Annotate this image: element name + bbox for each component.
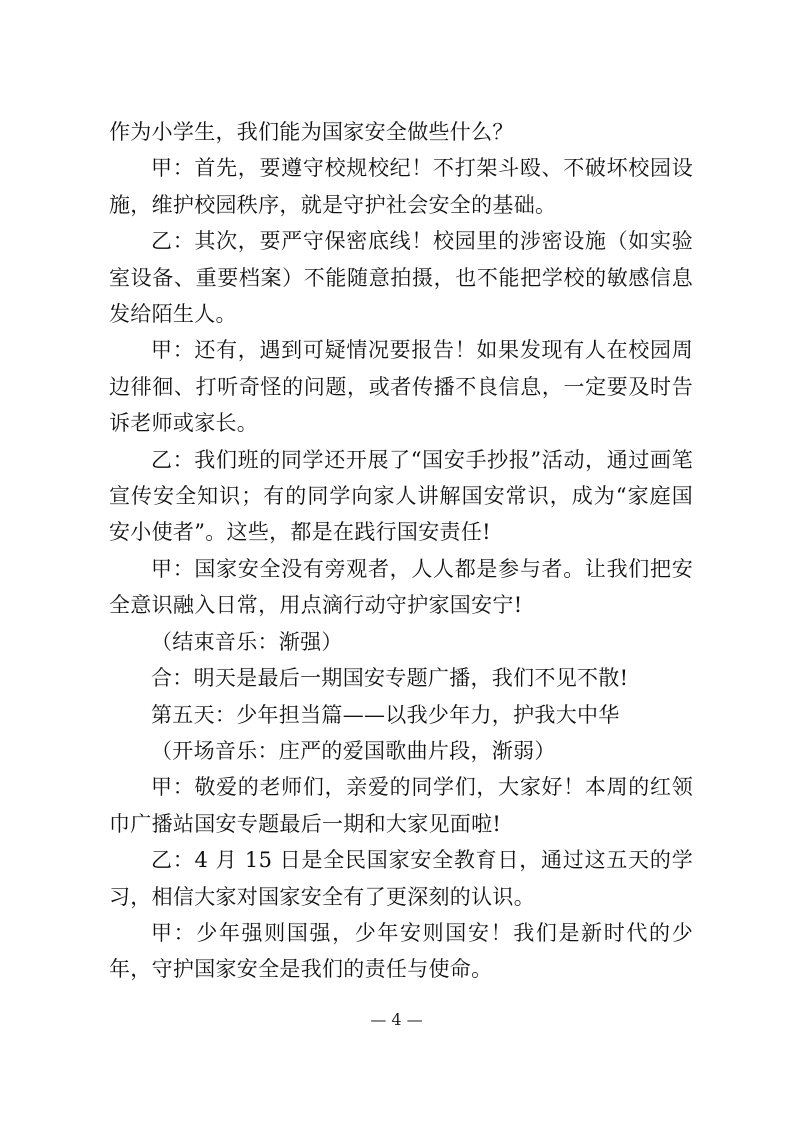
paragraph: 乙：我们班的同学还开展了“国安手抄报”活动，通过画笔宣传安全知识；有的同学向家人讲解国安常识，成为“家庭国安小使者”。这些，都是在践行国安责任! [109,447,693,545]
paragraph: 甲：还有，遇到可疑情况要报告！如果发现有人在校园周边徘徊、打听奇怪的问题，或者传播不良信息，一定要及时告诉老师或家长。 [109,338,693,436]
paragraph: （开场音乐：庄严的爱国歌曲片段，渐弱） [151,738,556,763]
document-body [109,114,693,988]
paragraph: （结束音乐：渐强） [151,629,343,654]
page-number: — 4 — [370,1010,423,1029]
paragraph: 甲：国家安全没有旁观者，人人都是参与者。让我们把安全意识融入日常，用点滴行动守护家国安宁! [109,556,693,618]
section-heading: 第五天：少年担当篇——以我少年力，护我大中华 [151,702,620,727]
paragraph: 合：明天是最后一期国安专题广播，我们不见不散! [151,666,629,691]
paragraph: 乙：其次，要严守保密底线！校园里的涉密设施（如实验室设备、重要档案）不能随意拍摄，也不能把学校的敏感信息发给陌生人。 [109,229,693,327]
paragraph: 乙：4 月 15 日是全民国家安全教育日，通过这五天的学习，相信大家对国家安全有了更深刻的认识。 [109,848,693,909]
paragraph: 甲：敬爱的老师们，亲爱的同学们，大家好！本周的红领巾广播站国安专题最后一期和大家见面啦! [109,775,693,836]
paragraph: 作为小学生，我们能为国家安全做些什么？ [109,120,514,144]
paragraph: 甲：少年强则国强，少年安则国安！我们是新时代的少年，守护国家安全是我们的责任与使命。 [109,920,693,982]
paragraph: 甲：首先，要遵守校规校纪！不打架斗殴、不破坏校园设施，维护校园秩序，就是守护社会安全的基础。 [109,156,693,217]
